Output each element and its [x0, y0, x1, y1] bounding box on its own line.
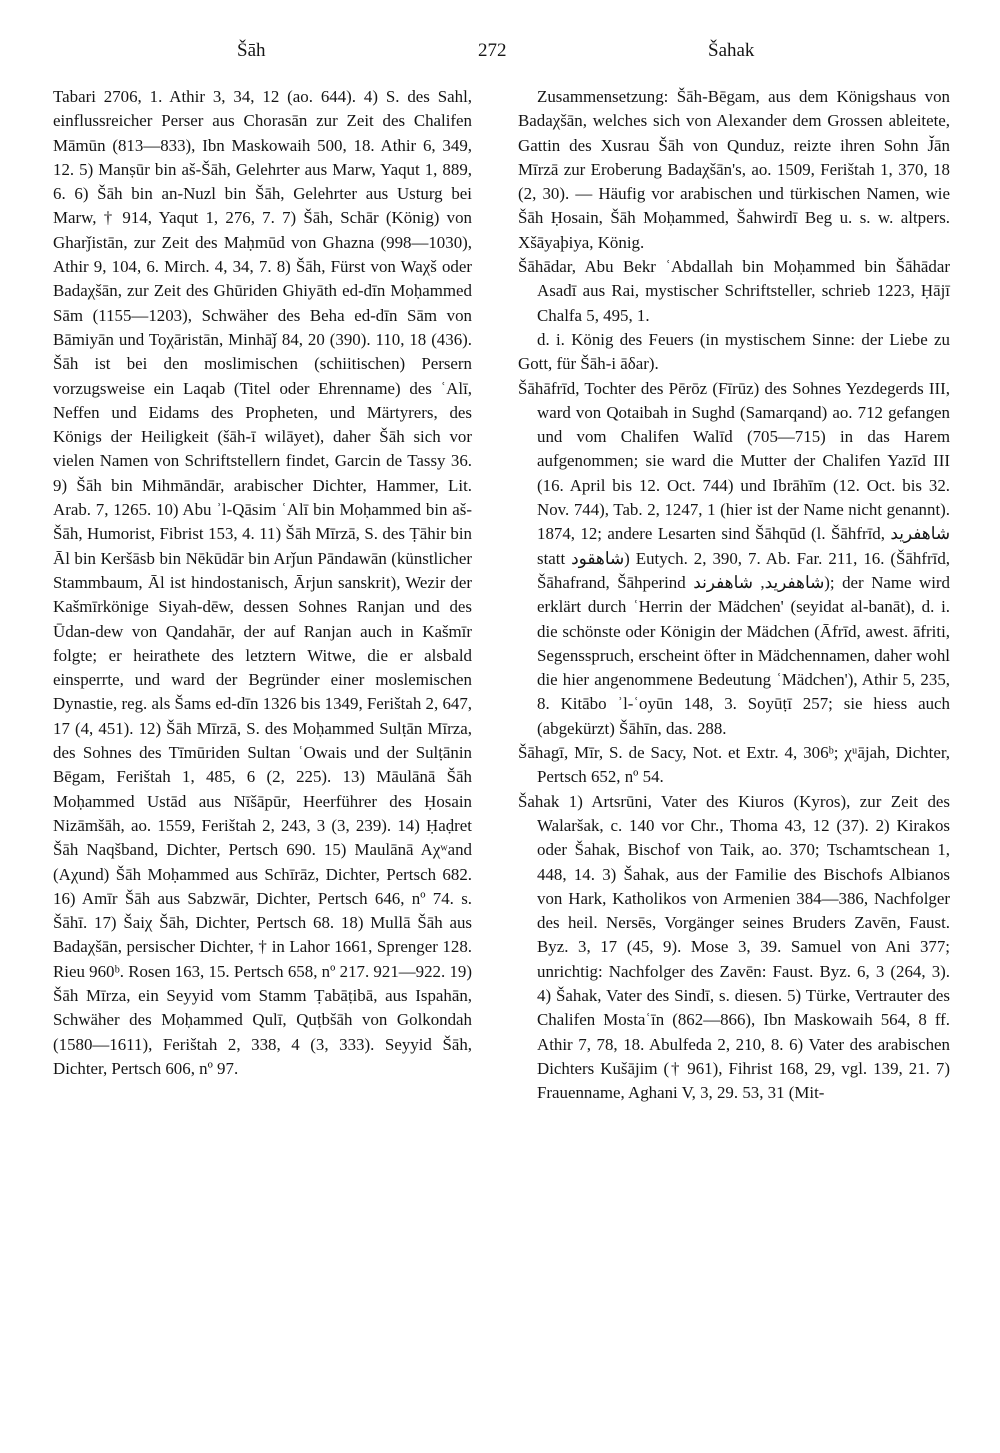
- entry-sahafrid: Šāhāfrīd, Tochter des Pērōz (Fīrūz) des Sohnes Yezdegerds III, ward von Qotaibah in Sughd (Samarqand) ao. 712 gefangen und vom Chalifen Walīd (705—715) in das Harem aufgenommen; sie ward die Mutter der Chalifen Yazīd III (16. April bis 12. Oct. 744) und Ibrāhīm (12. Oct. bis 32. Nov. 744), Tab. 2, 1247, 1 (hier ist der Name nicht genannt). 1874, 12; andere Lesarten sind Šāhqūd (l. Šāhfrīd, شاهفريد statt شاهقود) Eutych. 2, 390, 7. Ab. Far. 211, 16. (Šāhfrīd, Šāhafrand, Šāhperind شاهفريد, شاهفرند); der Name wird erklärt durch ʿHerrin der Mädchen' (seyidat al-banāt), d. i. die schönste oder Königin der Mädchen (Āfrīd, awest. āfriti, Segensspruch, erscheint öfter in Mädchennamen, daher wohl die hier angenommene Bedeutung ʿMädchen'), Athir 5, 235, 8. Kitābo ʾl-ʿoyūn 148, 3. Soyūṭī 257; sie hiess auch (abgekürzt) Šāhīn, das. 288.: [518, 378, 951, 738]
- entry-sah-continuation: Zusammensetzung: Šāh-Bēgam, aus dem Königshaus von Badaχšān, welches sich von Alexander dem Grossen ableitete, Gattin des Xusrau Šāh von Qunduz, reizte ihren Sohn J̌ān Mīrzā zur Eroberung Badaχšān's, ao. 1509, Ferištah 1, 370, 18 (2, 30). — Häufig vor arabischen und türkischen Namen, wie Šāh Ḥosain, Šāh Moḥammed, Šahwirdī Beg u. s. w. altpers. Xšāyaþiya, König.: [518, 87, 950, 252]
- entry-sahadar: Šāhādar, Abu Bekr ʿAbdallah bin Moḥammed bin Šāhādar Asadī aus Rai, mystischer Schriftsteller, schrieb 1223, Ḥājī Chalfa 5, 495, 1.: [518, 257, 950, 325]
- entry-sahak: Šahak 1) Artsrūni, Vater des Kiuros (Kyros), zur Zeit des Walaršak, c. 140 vor Chr., Thoma 43, 12 (37). 2) Kirakos oder Šahak, Bischof von Taik, ao. 370; Tschamtschean 1, 448, 14. 3) Šahak, aus der Familie des Bischofs Albianos von Hark, Katholikos von Armenien 384—386, Nachfolger des heil. Nersēs, Vorgänger seines Bruders Zavēn, Faust. Byz. 3, 17 (45, 9). Mose 3, 39. Samuel von Ani 377; unrichtig: Nachfolger des Zavēn: Faust. Byz. 6, 3 (264, 3). 4) Šahak, Vater des Sindī, s. diesen. 5) Türke, Vertrauter des Chalifen Mostaʿīn (862—866), Ibn Maskowaih 564, 8 ff. Athir 7, 78, 18. Abulfeda 2, 210, 8. 6) Vater des arabischen Dichters Kušājim († 961), Fihrist 168, 29, vgl. 139, 21. 7) Frauenname, Aghani V, 3, 29. 53, 31 (Mit-: [518, 791, 950, 1103]
- header-left-headword: Šāh: [237, 40, 266, 61]
- entry-sahadar-gloss: d. i. König des Feuers (in mystischem Sinne: der Liebe zu Gott, für Šāh-i āδar).: [518, 329, 950, 374]
- left-column: [53, 85, 472, 1081]
- page-header: [0, 40, 1000, 66]
- page-number: 272: [478, 40, 507, 61]
- right-column: [518, 85, 950, 1105]
- left-column-text: Tabari 2706, 1. Athir 3, 34, 12 (ao. 644). 4) S. des Sahl, einflussreicher Perser aus Chorasān zur Zeit des Chalifen Māmūn (813—833), Ibn Maskowaih 500, 18. Athir 6, 349, 12. 5) Manṣūr bin aš-Šāh, Gelehrter aus Marw, Yaqut 1, 889, 6. 6) Šāh bin an-Nuzl bin Šāh, Gelehrter aus Usturg bei Marw, † 914, Yaqut 1, 276, 7. 7) Šāh, Schār (König) von Gharǰistān, zur Zeit des Maḥmūd von Ghazna (998—1030), Athir 9, 104, 6. Mirch. 4, 34, 7. 8) Šāh, Fürst von Waχš oder Badaχšān, zur Zeit des Ghūriden Ghiyāth ed-dīn Moḥammed Sām (1155—1203), Schwäher des Beha ed-dīn Sām von Bāmiyān und Toχāristān, Minhāǰ 84, 20 (390). 110, 18 (436). Šāh ist bei den moslimischen (schiitischen) Persern vorzugsweise ein Laqab (Titel oder Ehrenname) des ʿAlī, Neffen und Eidams des Propheten, und Märtyrers, des Königs der Heiligkeit (šāh-ī wilāyet), daher Šāh sich vor vielen Namen von Schriftstellern findet, Garcin de Tassy 36. 9) Šāh bin Mihmāndār, arabischer Dichter, Hammer, Lit. Arab. 7, 1265. 10) Abu ʾl-Qāsim ʿAlī bin Moḥammed bin aš-Šāh, Humorist, Fibrist 153, 4. 11) Šāh Mīrzā, S. des Ṭāhir bin Āl bin Keršāsb bin Nēkūdār bin Arǰun Pāndawān (künstlicher Stammbaum, Āl ist hindostanisch, Ārjun sanskrit), Wezir der Kašmīrkönige Siyah-dēw, dessen Sohnes Ranjan und des Ūdan-dew von Qandahār, der auf Ranjan auch in Kašmīr folgte; er heirathete des letztern Witwe, die er alsbald einsperrte, und ward der Begründer einer moslemischen Dynastie, reg. als Šams ed-dīn 1326 bis 1349, Ferištah 2, 647, 17 (4, 451). 12) Šāh Mīrzā, S. des Moḥammed Sulṭān Mīrza, des Sohnes des Tīmūriden Sultan ʿOwais und der Sulṭānin Bēgam, Ferištah 1, 485, 6 (2, 225). 13) Māulānā Šāh Moḥammed Ustād aus Nīšāpūr, Heerführer des Ḥosain Nizāmšāh, ao. 1559, Ferištah 2, 243, 3 (3, 239). 14) Ḥaḍret Šāh Naqšband, Dichter, Pertsch 690. 15) Maulānā Aχʷand (Aχund) Šāh Moḥammed aus Schīrāz, Dichter, Pertsch 682. 16) Amīr Šāh aus Sabzwār, Dichter, Pertsch 646, nº 74. s. Šāhī. 17) Šaiχ Šāh, Dichter, Pertsch 68. 18) Mullā Šāh aus Badaχšān, persischer Dichter, † in Lahor 1661, Sprenger 128. Rieu 960ᵇ. Rosen 163, 15. Pertsch 658, nº 217. 921—922. 19) Šāh Mīrza, ein Seyyid vom Stamm Ṭabāṭibā, aus Ispahān, Schwäher des Moḥammed Qulī, Quṭbšāh von Golkondah (1580—1611), Ferištah 2, 338, 4 (3, 333). Seyyid Šāh, Dichter, Pertsch 606, nº 97.: [53, 87, 472, 1078]
- header-right-headword: Šahak: [708, 40, 755, 61]
- entry-sahagi: Šāhagī, Mīr, S. de Sacy, Not. et Extr. 4, 306ᵇ; χᵘājah, Dichter, Pertsch 652, nº 54.: [518, 743, 950, 787]
